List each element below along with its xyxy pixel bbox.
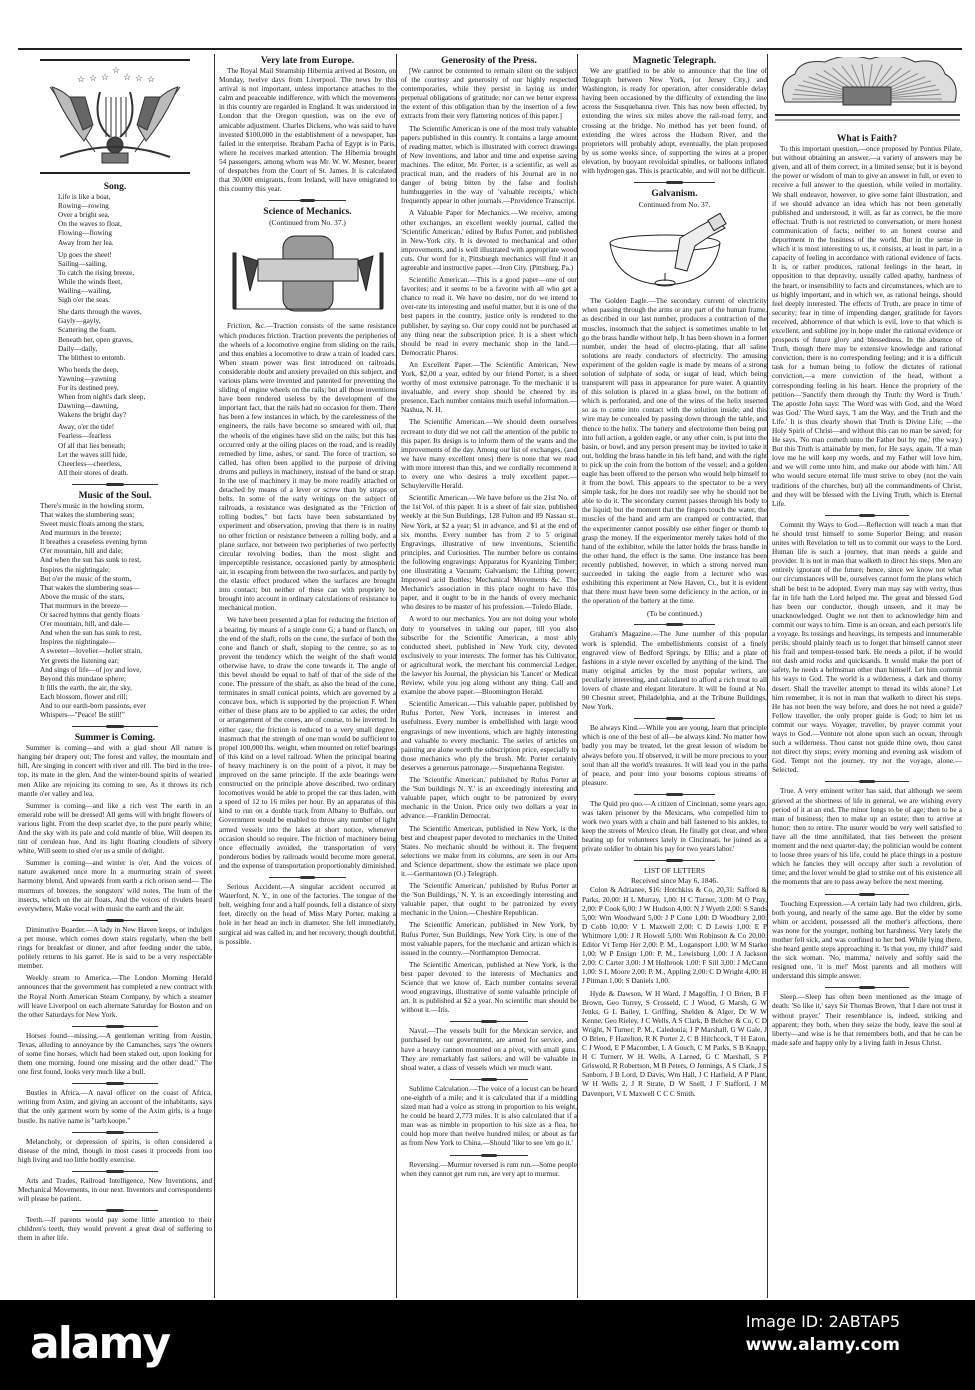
article-headline: Summer is Coming. (74, 733, 156, 744)
article-subheading: Continued from No. 37. (638, 200, 711, 210)
section-divider (450, 1018, 527, 1025)
newspaper-page (18, 48, 962, 1298)
svg-text:☆: ☆ (135, 73, 144, 83)
section-divider (72, 1207, 157, 1214)
image-id: Image ID: 2ABTAP5 (745, 1312, 900, 1331)
section-divider (450, 1152, 527, 1159)
article-paragraph: Scientific American.—This is a good paper—one of our favorites; and it seems to be a favorite with all who get a chance to read it. We have no desire, nor do we intend to over-rate its interesting and useful matter, but it is one of the best papers in the country, justice only is rendered to the publisher, by saying so. Our copy could not be purchased at any thing near the subscription price. It is a sheet which should be read in every mechanic shop in the land.—Democratic Pharos. (401, 276, 577, 357)
article-paragraph: The Royal Mail Steamship Hibernia arrived at Boston, on Monday, twelve days from Liverpool. The news by this arrival is not important, unless importance attaches to the calm and peaceable indifference, with which the movements in this country are regarded in England. It was understood in London that the Oregon question, was on the eve of amicable adjustment. Charles Dickens, who was said to have invested $100,000 in the establishment of a newspaper, has failed in the enterprise. Ibrabam Pacha of Egypt is in Paris, where he receives marked attention. The Hibernia brought 54 passengers, among whom was Mr. W. W. Mesner, bearer of despatches from the Court of St. James. It is calculated that 30,000 emigrants, from Ireland, will have emigrated to this country this year. (219, 67, 396, 194)
section-divider (72, 723, 157, 730)
article-paragraph: The Golden Eagle.—The secondary current of electricity when passing through the arms or any part of the human frame, as described in our last number, produces a contraction of the muscles, insomuch that the subject is sometimes unable to let go the brass handle without help. It has been shown in a former number, under the head of electro-plating, that all saline solutions are ready conductors of electricity. The amusing experiment of the golden eagle is made by means of a strong solution of sulphate of soda, or sugar of lead, which being transparent will pass in appearance for pure water. A quantity of this solution is placed in a glass bowl, on the bottom of which is perforated, and one of the wires of the helix inserted so as to come into contact with the solution inside; and this wire may be concealed by passing down through the table, and thence to the helix. The battery and electrotome then being put into full action, a golden eagle, or any other coin, is put into the basin, or bowl, and any person present may be invited to take it out, holding the brass handle in his left hand, and with the right to pick up the coin from the bottom of the vessel; and a golden eagle has been offered to the person who would help himself to it from the bowl. This appears to the spectator to be a very simple task, for he does not readily see why he should not be able to do it. The secondary current passes through his body to the liquid; but the moment that the fingers touch the water, the muscles of the hand and arm are cramped or contracted, that the experimenter cannot possibly use either finger or thumb to grasp the money. If the experimentor merely takes hold of the hand of the exhibitor, while the latter holds the brass handle in the other hand, the effect is the same. One instance has been recently published, however, in which a strong nerved man succeeded in taking the eagle from a lecturer who was exhibiting this experiment at New Haven, Ct., but it is evident that there must have been some deficiency in the action, or in the operation of the battery at the time. (582, 297, 767, 606)
article-headline: Song. (103, 182, 127, 193)
poem-stanza: There's music in the howling storm, That wakes the slumbering seas; Sweet music floats among the stars, And murmurs in the breeze; It breathes a ceaseless evening hymn O'er mountain, hill and dale; And when the sun has sunk to rest, Inspires the nightingale; But o'er the music of the storm, That wakes the slumbering seas— Above the music of the stars, That murmurs in the breeze— Or sacred hymns that gently floats O'er mountain, hill, and dale— And when the sun has sunk to rest, Inspires the nightingale— A sweeter—lovelier—holier strain, Yet greets the listening ear; And sings of life—of joy and love, Beyond this mundane sphere; It fills the earth, the air, the sky, Each blossom, flower and rill; And to our earth-born passions, ever Whispers—"Peace! Be still!" (40, 501, 147, 720)
svg-text:☆: ☆ (77, 74, 86, 84)
article-headline: Science of Mechanics. (263, 207, 352, 218)
ark-sunburst-icon (772, 57, 962, 130)
article-paragraph: We have been presented a plan for reducing the friction of a bearing, by means of a single cone G; a band or flanch, on the end of the shaft, rolls on the cone, the surface of both the cone and flanch or shaft, sloping to the centre, so as to prevent the tendency which the weight of the shaft would otherwise have, to draw the cone towards it. The angle of this bevel should be equal to half of that of the side of the cone. The pressure of the shaft, as also the head of the cone, terminates in small conical points, which are governed by a concave box, which is supported by the projection F. When either of these plans are to be applied to car axles, the order or arrangement of the cones, are of course, to be inverted. In either case, the friction is reduced to a very small degree, inasmuch that the strength of one man would be sufficient to propel 100,000 lbs. weight, when mounted on relief bearings of this kind on a level railroad. When the principal bearing of heavy machinery is on the point of a pivot, it may be improved on the same principle. If the axle bearings were constructed on the principle above described, two ordinary locomotives would be able to propel the car thus laden, with a speed of 12 to 16 miles per hour. By an apparatus of this kind to run on a double track from Albany to Buffalo, our Government would be enabled to throw any number of light armed vessels into the lakes at short notice, whenever occasion should so require. The friction of machinery being once effectually avoided, the transportation of very ponderous bodies by railroads would become more general, and the expense of transportation proportionably diminished. (219, 616, 396, 870)
section-divider (825, 778, 909, 785)
watermark-url: www.alamy.com (745, 1335, 900, 1355)
article-subheading: (Continued from No. 37.) (269, 218, 346, 228)
watermark-meta (746, 1312, 900, 1355)
article-headline: Generosity of the Press. (441, 56, 537, 66)
article-paragraph: Teeth.—If parents would pay some little attention to their children's teeth, they would prevent a great deal of suffering to them in after life. (18, 1216, 212, 1243)
article-paragraph: True. A very eminent writer has said, that although we seem grieved at the shortness of life in general, we are wishing every period of it at an end. The minor longs to be of age; then to be a man of business; then to make up an estate; then to arrive at honor; then to retire. The usurer would be very well satisfied to have all the time annihilated, that lies between the present moment and the next quarter-day; the politician would be content to loose three years of his life, could he place things in a posture which he fancies they will occupy after such a revolution of time; and the lover would be glad to strike out of his existence all the moments that are to pass away before the next meeting. (772, 787, 962, 887)
article-paragraph: Horses found—missing.—A gentleman writing from Austin, Texas, alluding to annoyance by the Camanches, says 'the owners of some fine horses, which had been staked out, upon looking for them one morning, found one missing and the other dead." The one first found, looks very much like a bull. (18, 1031, 212, 1077)
article-paragraph: Be always Kind.—While you are young, learn that principle which is one of the best of all—be always kind. No matter how badly you may be treated, let the great lesson of wisdom be always before you. If observed, it will be more precious to your soul than all the world's treasures. It will lead you in the paths of peace, and pour into your bosoms copious streams of pleasure. (582, 724, 767, 787)
article-paragraph: Scientific American.—This valuable paper, published by Rufus Porter, New York, increases in interest and usefulness. Every number is embellished with large wood engravings of new inventions, which are highly interesting and valuable to every mechanic. The series of articles on painting are alone worth the subscription price, especially to those mechanics who ply the brush. Mr. Porter certainly deserves a generous patronage.—Susquehanna Register. (401, 700, 577, 772)
friction-wheels-icon (219, 231, 396, 319)
article-paragraph: Weekly steam to America.—The London Morning Herald announces that the government has completed a new contract with the Royal North American Steam Company, by which a steamer will leave Liverpool on each alternate Saturday for Boston and on the other Saturdays for New York. (18, 974, 212, 1019)
article-paragraph: Melancholy, or depression of spirits, is often considered a disease of the mind, though in most cases it proceeds from too high living and too little bodily exercise. (18, 1137, 212, 1164)
article-paragraph: Summer is coming—and winter is o'er, And the voices of nature awakened once more In a murmuring strain of sweet harmony blend, And upwards from earth a rich orison send— The murmurs of breezes, the songsters' wild notes, The hum of the insects, which on the air floats, And the voices of rivulets heard everywhere, Make vocal with music the earth and the air. (18, 859, 212, 913)
article-paragraph: Diminutive Boarder.—A lady in New Haven keeps, or indulges a pet mouse, which comes down stairs regularly, when the bell rings for breakfast or dinner, and after feeding under the table, politely returns to his garret. He is said to be a very respectable member. (18, 925, 212, 971)
svg-text:☆: ☆ (147, 74, 156, 84)
section-divider (72, 1129, 157, 1136)
svg-text:☆: ☆ (112, 65, 121, 75)
poem-stanza: She darts through the waves, Gayly—gayly, Scattering the foam. Beneath her, open graves, Daily—daily, The blithest to entomb. (58, 308, 142, 362)
article-headline: Galvanism. (651, 189, 698, 200)
poem-stanza: Life is like a boat, Rowing—rowing Over a bright sea, On the waves to float, Flowing—flowing Away from her lea. (58, 193, 122, 247)
section-divider (825, 984, 909, 991)
article-paragraph: Sublime Calculation.—The voice of a locust can be heard one-eighth of a mile; and it is calculated that if a middling sized man had a voice as strong in proportion to his weight, he could be heard 2,773 miles. It is also calculated that if a man was as nimble in proportion to his size as a flea, he could hop more than twelve hundred miles; or about as far as from New York to China.—Should 'like to see 'em go it.' (401, 1084, 577, 1148)
article-paragraph: Touching Expression.—A certain lady had two children, girls, both young, and nearly of the same age. But the elder by some whim or accident, possessed all the mother's affections, there was none for the younger, nothing but harshness. Very lately the mother fell sick, and was confined to her bed. While lying there, she heard gentle steps approaching it. 'Is that you, my child?' said the sick woman. 'No, mamma,' neively and softly said the resigned one, 'it is me!' Most parents and all mothers will understand this simple answer. (772, 899, 962, 981)
article-subheading: (To be continued.) (646, 609, 703, 619)
article-paragraph: Bustles in Africa.—A naval officer on the coast of Africa, writing from Axim, and giving an account of the inhabitants, says that the only garment worn by some of the Axim girls, is a huge bustle. Its native name is "tarb koope." (18, 1089, 212, 1125)
article-paragraph: Colon & Adrianee, $16: Hotchkiss & Co, 20,31: Safford & Parks, 20,00: H L Murray, 1,00: H C Turner, 3,00: M O Pray, 2,00: P Cook 6,00: J W Hudson 4,00: N J Wyeth 2,00: S Sands 5,00: Wm Woodward 5,00: J P Cone 1,00: D Woodbury 2,00: D Cobb 10,00: V L Maxwell 2,00: C D Lewis 1,00: E P Whitmore 1,00: J R Howell 5,00: Wm Robinson & Co 20,00: Editor Vt Temp Her 2,00: P. M., Logansport 1,00: W M Starke 1,00: W P Ensign 1,00: P. M., Lewisburg 1,00: J A Jackson 2,00: C Carter 3,00: J M Holbrook 1,00: F Sill 3,00: J McCann 1,00: S L Moore 2,00: P. M., Appling 2,00: C D Wright 4,00: H J Pitman 1,00: S Daniels 1,00. (582, 886, 767, 986)
article-paragraph: The Scientific American, published in New York, is the best and cheapest paper devoted to mechanics in the United States. No mechanic should be without it. The frequent selections we make from its columns, are seen in our Arts and Science department, show the estimate we place upon it.—Germantown (O.) Telegraph. (401, 824, 577, 878)
article-paragraph: Scientific American.—We have before us the 21st No. of the 1st Vol. of this paper. It is a sheet of fair size, published weekly at the Sun Buildings, 128 Fulton and 89 Nassau st., New York, at $2 a year; $1 in advance, and $1 at the end of six months. Every number has from 2 to 5 original Engravings, illustrative of new inventions, Scientific principles, and Curiosities. The number before us contains the following engravings: Apparatus for Kyanizing Timber; one illustrating a Vacuum; Galvanism; the Lifting power; Improved acid Bottles; Mechanical Movements &c. The Mechanic's association in this place ought to have this paper, and it ought to be in the hands of every mechanic who desires to be master of his profession.—Toledo Blade. (401, 494, 577, 612)
article-paragraph: The 'Scientific American,' published by Rufus Porter at the 'Sun buildings N. Y.' is an exceedingly interesting and valuable paper, which ought to be patronized by every mechanic in the Union. Price only two dollars a year in advance.—Franklin Democrat. (401, 776, 577, 821)
article-paragraph: Hyde & Dawson, W H Ward, J Magoffin, J O Brien, B F Brown, Geo Torrey, S Crosseld, C J Wood, G Marsh, G W Jenks, G L Bailey, L Griffing, Shelden & Alger, Dr W W Kenne, Geo Rieley, J C Wells, A S Clark, B Belcher & Co, C D Wright, N Turner; P. M., Caledonia; J P Marshall, G W Gale, J O Brien, F Hazelton, R K Porter 2, C B Hitchcock, T H Eaton, C J Wood, E P Macomber, L A Gouch, C M Parks, S B Knapp, H C Turnerr, W H. Wells, A Larned, G C Marshall, S P Griswold, R Robertson, M B Peters, O Jennings, A S Clark, J S Sanborn, J B Lord, D Davis, Wm Hall, J C Hatfield, A P Plant, W H Wells 2, J R Strate, D W Snell, J F Stafford, J M Davenport, V L Maxwell C C C Smith. (582, 989, 767, 1098)
section-divider (825, 891, 909, 898)
section-divider (825, 512, 909, 519)
column-2 (214, 54, 396, 1298)
article-paragraph: Sleep.—Sleep has often been mentioned as the image of death: 'So like it,' says Sir Thomas Brown, 'that I dare not trust it without prayer.' Their resemblance is, indeed, striking and apparent; they both, when they seize the body, leave the soul at liberty—and wise is he that remembers both, and that he can be made safe and happy only by a living faith in Jesus Christ. (772, 993, 962, 1047)
article-paragraph: Commit thy Ways to God.—Reflection will teach a man that he should trust himself to some Superior Being; and reason unites with Revelation to tell us to commit our ways to the Lord. Human life is such a journey, that man needs a guide and provider. It is not in man that walketh to direct his steps. Men are entirely ignorant of the future; hence, since we know not what our circumstances will be, ourselves cannot form the plans which shall be best to be adopted. Every man may say with verity, thus far in life hath the Lord helped me. The great and blessed God has been our conductor, though unseen, and it may be unacknowledged. Ought we not then to acknowledge him and commit our ways to him. Time is an ocean, and each person's life a voyage. Its tossings and heavings, its tempests and innumerable perils, should plainly teach us to forget that himself cannot steer his frail and tempest-tossed bark. He needs a pilot, if he would not dash amid rocks and quicksands. It would make the port of safety, he needs a helmsman other than himself. Let him commit his ways to God. The world is a wilderness, a dark and thorny desert. Shall the traveller attempt to thread its wilds alone? Let him remember, it is not in man that walketh to direct his steps. He has not been the way before, and does he not need a guide? Fellow traveller, the only proper guide is God; to him let us commit our ways. Voyager, traveller, by prayer commit your ways to God.—Venture not alone upon such an ocean, through such a wilderness. Thou canst not guide thine own, thou canst not direct thy steps; every morning and evening ask wisdom of God. Tempt not the journey, try not the voyage, alone.—Selected. (772, 520, 962, 775)
section-divider (72, 1080, 157, 1087)
article-subheading: Received since May 6, 1846. (630, 876, 719, 886)
article-paragraph: Friction, &c.—Traction consists of the same resistance which produces friction. Traction prevents the peripheries of the wheels of a locomotive engine from sliding on the rails, and thus enables a locomotive to draw a train of loaded cars. When steam power was first introduced on railroads, considerable doubt and anxiety prevailed on this subject, and various plans were invented and patented for preventing the sliding of engine wheels on the rails; but all those inventions have been rendered useless by the development of the important fact, that the rails had no occasion for them. There has been a few instances in which, by the carelessness of the engineers, the rails have become so smeared with oil, that the wheels of the engines have slid on the rails; but this has occurred only at the oiling places on the road, and is readily remedied by lime, ashes, or sand. The force of traction, so called, has often been applied to the purpose of driving drums and pulleys in machinery, instead of the band or strap. In the use of machinery it may be more readily attached or detached by means of a lever or screw than by straps or belts. In some of the early writings on the subject of railroads, a resistance was designated as the "Friction of rolling bodies," but facts have been substantiated by experiment and observation, proving that there is in reality no other friction or resistance between a rolling body, and a plane surface, nor between two peripheries of two perfectly circular revolving bodies, than the most slight and imperceptible resistance, occasioned partly by atmospheric air, in escaping from between the two surfaces, and partly by the elastic effect produced when the surfaces are brought into contact; but neither of these can with propriety be brought into account in ordinary calculations of resistance to mechanical motion. (219, 322, 396, 613)
poem-stanza: Away, o'er the tide! Fearless—fearless Of all that lies beneath; Let the waves still hide, Cheerless—cheerless, All their stores of death. (58, 423, 129, 477)
article-subheading: LIST OF LETTERS (643, 866, 706, 876)
svg-text:☆: ☆ (123, 72, 132, 82)
article-paragraph: Summer is coming—and with a glad shout All nature is hanging her drapery out; The forest and valley, the mountain and hill, Are singing in concert with river and rill. The bird in the tree-top, its mate in the glen, And the winter-bound spirits of wearied men Alike are rejoicing its coming to see, As it throws its rich mantle o'er valley and lea. (18, 744, 212, 798)
article-paragraph: The 'Scientific American,' published by Rufus Porter at the 'Sun Buildings,' N. Y. is an exceedingly interesting and valuable paper, that ought to be patronized by every mechanic in the Union.—Cheshire Republican. (401, 882, 577, 918)
article-paragraph: Naval.—The vessels built for the Mexican service, and purchased by our government, are armed for service, and have a heavy cannon mounted on a pivot, with small guns. They are remarkably fast sailors, and will be valuable in shoal water, a class of vessels which we much want. (401, 1027, 577, 1072)
article-paragraph: Serious Accident.—A singular accident occurred at Waterford, N. Y., in one of the factories. The tongue of the belt, weighing four and a half pounds, fell a distance of sixty feet, directly on the head of Miss Mary Porter, making a hole in her head an inch in diameter. She fell immediately, surgical aid was called in, and her recovery, though doubtful, is possible. (219, 883, 396, 946)
article-paragraph: Reversing.—Murmur reversed is rum run.—Some people when they cannot get rum run, are very apt to murmur. (401, 1160, 577, 1178)
article-paragraph: Graham's Magazine.—The June number of this popular work is splendid. The embellishments consist of a finely engraved view of Bedford Springs, by Ellis; and a plate of fashions in a style never excelled by anything of the kind. The many original articles by the most popular writers, are peculiarly interesting, and calculated to afford a rich treat to all lovers of chaste and elegant literature. It will be found at No. 90 Chesnut street, Philadelphia, and at the Tribune Buildings, New York. (582, 630, 767, 712)
section-divider (450, 1076, 527, 1083)
alamy-logo: alamy (30, 1318, 169, 1369)
poem-stanza: Who heeds the deep, Yawning—yawning For its destined prey, When from night's dark sleep, Dawning—dawning, Wakens the bright day? (58, 365, 146, 420)
column-4 (577, 54, 767, 1298)
section-divider (634, 715, 715, 722)
section-divider (72, 917, 157, 924)
hand-in-bowl-icon (582, 213, 767, 294)
column-1 (18, 54, 212, 1298)
article-paragraph: To this important question,—once proposed by Pontius Pilate, but without obtaining an answer,—a variety of answers may be given, and all of them correct, in a limited sense; but it is beyond the power or wisdom of man to give an answer in full, or even to receive a full answer to the question, while veiled in mortality. We shall endeavor, however, to give some faint illustration, and if we should advance an idea which has not been generally published and understood, it will, as far as correct, be the more effectual. Truth is not restricted to conversation, or mere honest communication of facts; neither to an honest course and deportment in the business of the world. But in the sense in which it is most interesting to us, it consists, at least in part, in a capacity of feeling in accordance with rational evidence of facts. It is, or rather produces, rational feelings in the heart, in opposition to that depravity, usually called apathy, hardness of the heart, or insensibility to facts and circumstances, which are to us highly important, and in which we, as rational beings, should feel deeply interested. The effects of Truth, are peace in time of security; fear in time of impending danger, gratitude for favors received, abhorrence of that which is evil, love to that which is excellent, and sublime joy in hope under the rational evidence or prospects of future glory and blessedness. In the absence of Truth, though there may be extensive knowledge and rational conviction, there is no corresponding feeling; and it is a difficult task for a human being to follow the dictates of rational conviction,—a mere conviction of the head, without a corresponding feeling in his heart. Hence the propriety of the petition—'Sanctify them through thy Truth: thy Word is Truth.' The apostle John says: 'The Word was with God, and the Word was God.' The Word says, 'I am the Way, and the Truth and the Life.' It is thus clearly shown that Truth is Divine Life; —the Holy Spirit of Christ—and without this can no man be saved; for He says, 'No man cometh unto the Father but by me,' (the way.) But this Truth is attainable by men, for He says, again, 'If a man love me he will keep my words, and my Father will love him, and we will come unto him, and make our abode with him.' All who would secure eternal life must strive to obey (not the vain traditions of the churches, but) all the commandments of Christ, and they will be blessed with the Living Truth, which is Eternal Life. (772, 145, 962, 508)
section-divider (269, 874, 347, 881)
section-divider (72, 481, 157, 488)
poem-stanza: Up goes the sheet! Sailing—sailing, To catch the rising breeze, While the winds fleet, Wailing—wailing, Sigh o'er the seas. (58, 250, 135, 305)
article-paragraph: [We cannot be contented to remain silent on the subject of the courtesy and generosity of our highly respected contemporaries, while they persist in laying us under perpetual obligations of gratitude; nor can we better express the extent of this obligation than by the insertion of a few extracts from their very flattering notices of this paper.] (401, 67, 577, 121)
article-paragraph: Arts and Trades, Railroad Intelligence, New Inventions, and Mechanical Movements, in our next. Inventors and correspondents will please be patient. (18, 1176, 212, 1204)
lyre-flags-icon (18, 57, 212, 178)
article-paragraph: We are gratified to be able to announce that the line of Telegraph between New York, (or Jersey City,) and Washington, is ready for operation, after considerable delay having been occasioned by the difficulty of extending the line across the Susquehanna river. This has now been effected, by extending the wires six miles above the rail-road ferry, and crossing at the bridge. No method has yet been found, of extending the wires across the Hudson River, and the proprietors will probably adopt, eventually, the plan proposed by us some weeks since, of supporting the wires at a proper elevation, by buoyant revoloidal spindles, or balloons inflated with hydrogen gas. This is practicable, and will not be difficult. (582, 67, 767, 176)
article-headline: Magnetic Telegraph. (632, 56, 717, 66)
column-5 (767, 54, 962, 1298)
article-paragraph: A Valuable Paper for Mechanics.—We receive, among other exchanges, an excellent weekly journal, called the 'Scientific American,' edited by Rufus Porter, and published in New-York city. It is devoted to mechanical and other improvements, and is well illustrated with appropriate wood cuts. Our word for it, Pittsburgh mechanics will find it an agreeable and instructive paper.—Iron City. (Pittsburg, Pa.) (401, 209, 577, 272)
section-divider (634, 179, 715, 186)
section-divider (72, 1168, 157, 1175)
svg-text:☆: ☆ (101, 72, 110, 82)
column-3 (396, 54, 577, 1298)
article-paragraph: The Quid pro quo.—A citizen of Cincinnati, some years ago, was taken prisoner by the Mexicans, who compelled him to work two years with a chain and ball fastened to his ankles, to keep the streets of Mexico clean. He finally got clear, and when beating up for volunteers lately in Cincinnati, he joined as a private soldier 'to obtain his pay for two years labor.' (582, 799, 767, 854)
article-paragraph: Summer is coming—and like a rich vest The earth in an emerald robe will be dressed! All gems will with bright flowers of various light. From the deep scarlet dye, to the pure pearly white; And the sky with its pale and cold mantle of blue, Will deepen its tint of cerulean hue, And its light floating cloudlets of silvery white, Will seem to shed o'er us a smile of delight. (18, 801, 212, 856)
article-headline: Music of the Soul. (78, 490, 152, 501)
section-divider (634, 621, 715, 628)
section-divider (634, 791, 715, 798)
svg-text:☆: ☆ (89, 73, 98, 83)
section-divider (634, 857, 715, 864)
article-paragraph: The Scientific American, published in New York, by Rufus Porter, Sun Buildings, New York City, is one of the most valuable papers, for the mechanic and artizan which is issued in the country.—Northampton Democrat. (401, 921, 577, 957)
article-paragraph: The Scientific American, published at New York, is the best paper devoted to the interests of Mechanics and Science that we know of. Each number contains several wood engravings, illustrative of some valuable principle of art. It is published at $2 a year. No scientific man should be without it.—Iris. (401, 960, 577, 1015)
article-paragraph: The Scientific American.—We should deem ourselves recreant to duty did we not call the attention of the public to this paper. Its design is to inform them of the wants and the improvements of the day. Among our list of exchanges, (and we have many excellent ones) there is none that we read with more interest than this, and we cordially recommend it to every one who desires a truly excellent paper.—Schuylerville Herald. (401, 418, 577, 491)
watermark-bar (0, 1300, 975, 1390)
article-headline: What is Faith? (836, 134, 898, 145)
article-headline: Very late from Europe. (260, 56, 355, 66)
section-divider (72, 1023, 157, 1030)
article-paragraph: An Excellent Paper.—The Scientific American, New York, $2,00 a year, edited by our friend Porter, is a sheet worthy of most extensive patronage. To the mechanic it is invaluable, and every shop should be cheered by its presence. Each number contains much useful information.—Nashua, N. H. (401, 360, 577, 415)
article-paragraph: The Scientific American is one of the most truly valuable papers published in this country. It contains a large amount of reading matter, which is illustrated with correct drawings of New inventions, and labor and time and expense saving machines. The editor, Mr. Porter, is a scientific, as well as practical man, and the readers of his Journal are in no danger of being bitten by the false and foolish humbuggeries in the way of 'valuable receipts,' which frequently appear in other journals.—Providence Transcript. (401, 124, 577, 206)
section-divider (269, 197, 347, 204)
article-paragraph: A word to our mechanics. You are not doing your whole duty to yourselves in taking our paper, till you also subscribe for the Scientific American, a most ably conducted sheet, published in New York city, devoted exclusively to your interests. The former has his Cultivator, or agricultural work, the merchant his commercial Ledger, the lawyer his Journal, the physician his 'Lancet' or Medical Review, while you jog along without any thing. Call and examine the above paper.—Bloomington Herald. (401, 615, 577, 697)
